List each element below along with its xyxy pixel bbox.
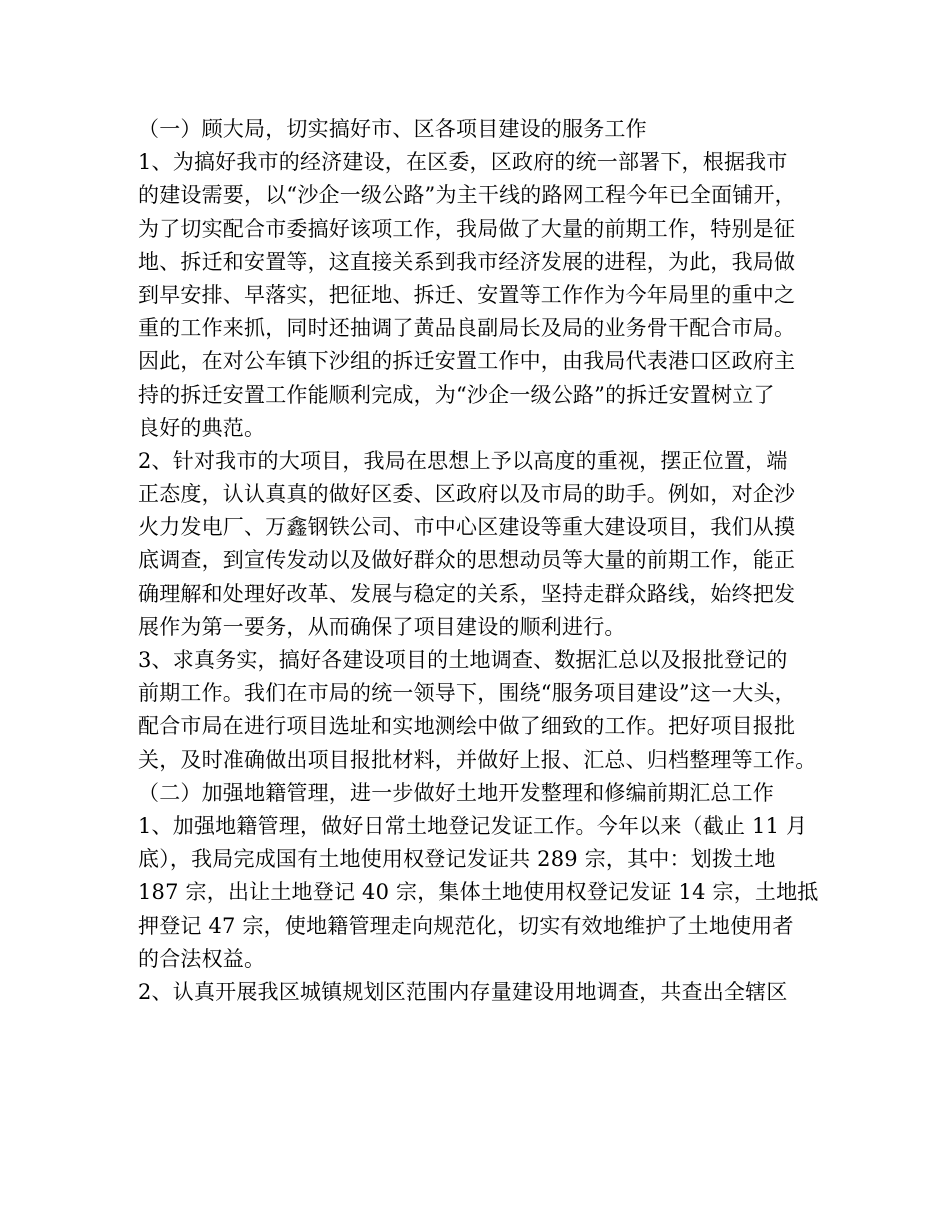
paragraph-line: 良好的典范。 — [138, 415, 266, 440]
paragraph-line: 底调查，到宣传发动以及做好群众的思想动员等大量的前期工作，能正 — [138, 548, 796, 573]
paragraph-line: 配合市局在进行项目选址和实地测绘中做了细致的工作。把好项目报批 — [138, 714, 796, 739]
paragraph-line: 为了切实配合市委搞好该项工作，我局做了大量的前期工作，特别是征 — [138, 216, 796, 241]
paragraph-line: 3、求真务实，搞好各建设项目的土地调查、数据汇总以及报批登记的 — [138, 648, 788, 672]
paragraph-line: 押登记 47 宗，使地籍管理走向规范化，切实有效地维护了土地使用者 — [138, 913, 794, 938]
paragraph-line: 到早安排、早落实，把征地、拆迁、安置等工作作为今年局里的重中之 — [138, 282, 796, 307]
paragraph-line: 的建设需要，以“沙企一级公路”为主干线的路网工程今年已全面铺开， — [138, 183, 796, 208]
paragraph-line: 187 宗，出让土地登记 40 宗，集体土地使用权登记发证 14 宗，土地抵 — [138, 880, 819, 905]
paragraph-line: 前期工作。我们在市局的统一领导下，围绕“服务项目建设”这一大头， — [138, 681, 796, 706]
section-heading-1: （一）顾大局，切实搞好市、区各项目建设的服务工作 — [138, 117, 647, 141]
paragraph-line: 展作为第一要务，从而确保了项目建设的顺利进行。 — [138, 614, 626, 639]
paragraph-line: 火力发电厂、万鑫钢铁公司、市中心区建设等重大建设项目，我们从摸 — [138, 515, 796, 540]
paragraph-line: 2、认真开展我区城镇规划区范围内存量建设用地调查，共查出全辖区 — [138, 979, 788, 1004]
paragraph-line: 因此，在对公车镇下沙组的拆迁安置工作中，由我局代表港口区政府主 — [138, 349, 796, 374]
paragraph-line: 关，及时准确做出项目报批材料，并做好上报、汇总、归档整理等工作。 — [138, 747, 817, 772]
paragraph-line: 地、拆迁和安置等，这直接关系到我市经济发展的进程，为此，我局做 — [138, 249, 796, 274]
document-body — [138, 113, 828, 1009]
paragraph-line: 底），我局完成国有土地使用权登记发证共 289 宗，其中：划拨土地 — [138, 847, 776, 872]
paragraph-line: 的合法权益。 — [138, 946, 266, 971]
paragraph-line: 2、针对我市的大项目，我局在思想上予以高度的重视，摆正位置，端 — [138, 448, 788, 473]
paragraph-line: 1、为搞好我市的经济建设，在区委，区政府的统一部署下，根据我市 — [138, 150, 788, 175]
paragraph-line: 正态度，认认真真的做好区委、区政府以及市局的助手。例如，对企沙 — [138, 482, 796, 507]
paragraph-line: 1、加强地籍管理，做好日常土地登记发证工作。今年以来（截止 11 月 — [138, 813, 808, 838]
paragraph-line: 确理解和处理好改革、发展与稳定的关系，坚持走群众路线，始终把发 — [138, 581, 796, 606]
paragraph-line: 重的工作来抓，同时还抽调了黄品良副局长及局的业务骨干配合市局。 — [138, 316, 796, 341]
paragraph-line: 持的拆迁安置工作能顺利完成，为“沙企一级公路”的拆迁安置树立了 — [138, 382, 775, 407]
section-heading-2: （二）加强地籍管理，进一步做好土地开发整理和修编前期汇总工作 — [138, 780, 774, 805]
